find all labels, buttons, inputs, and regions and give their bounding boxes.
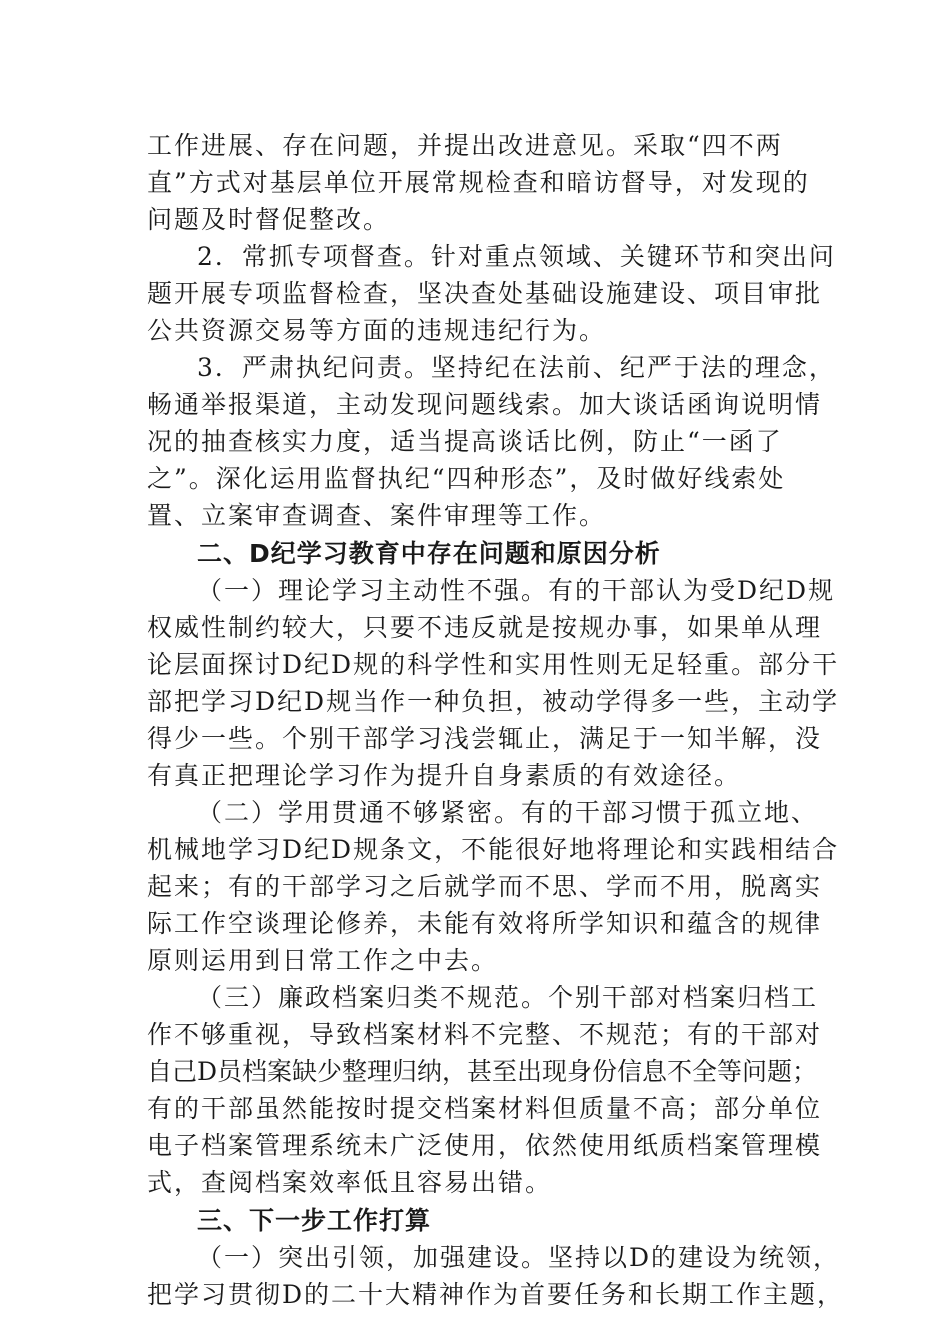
text-line: 有的干部虽然能按时提交档案材料但质量不高；部分单位 [147, 1094, 823, 1123]
text-line: 有真正把理论学习作为提升自身素质的有效途径。 [147, 761, 742, 790]
text-line: （一）突出引领，加强建设。坚持以D的建设为统领， [197, 1243, 841, 1272]
text-line: 直”方式对基层单位开展常规检查和暗访督导，对发现的 [147, 168, 810, 197]
text-line: 电子档案管理系统未广泛使用，依然使用纸质档案管理模 [147, 1131, 823, 1160]
text-line: 置、立案审查调查、案件审理等工作。 [147, 501, 607, 530]
text-line: 原则运用到日常工作之中去。 [147, 946, 499, 975]
text-line: 题开展专项监督检查，坚决查处基础设施建设、项目审批 [147, 279, 823, 308]
text-line: 2．常抓专项督查。针对重点领域、关键环节和突出问 [197, 242, 836, 271]
text-line: 工作进展、存在问题，并提出改进意见。采取“四不两 [147, 131, 783, 160]
text-line: 际工作空谈理论修养，未能有效将所学知识和蕴含的规律 [147, 909, 823, 938]
text-line: 公共资源交易等方面的违规违纪行为。 [147, 316, 607, 345]
text-line: （一）理论学习主动性不强。有的干部认为受D纪D规 [197, 576, 836, 605]
text-line: 自己D员档案缺少整理归纳，甚至出现身份信息不全等问题； [147, 1057, 818, 1086]
text-line: 畅通举报渠道，主动发现问题线索。加大谈话函询说明情 [147, 390, 823, 419]
text-line: 之”。深化运用监督执纪“四种形态”，及时做好线索处 [147, 464, 786, 493]
text-line: 机械地学习D纪D规条文，不能很好地将理论和实践相结合 [147, 835, 840, 864]
text-line: 权威性制约较大，只要不违反就是按规办事，如果单从理 [147, 613, 823, 642]
text-line: 把学习贯彻D的二十大精神作为首要任务和长期工作主题， [147, 1280, 845, 1309]
text-line: 式，查阅档案效率低且容易出错。 [147, 1168, 553, 1197]
text-line: 问题及时督促整改。 [147, 205, 391, 234]
text-line: 作不够重视，导致档案材料不完整、不规范；有的干部对 [147, 1020, 823, 1049]
text-line: （二）学用贯通不够紧密。有的干部习惯于孤立地、 [197, 798, 819, 827]
text-line: （三）廉政档案归类不规范。个别干部对档案归档工 [197, 983, 819, 1012]
text-line: 况的抽查核实力度，适当提高谈话比例，防止“一函了 [147, 427, 783, 456]
section-heading: 三、下一步工作打算 [197, 1206, 432, 1235]
text-line: 部把学习D纪D规当作一种负担，被动学得多一些，主动学 [147, 687, 840, 716]
text-line: 得少一些。个别干部学习浅尝辄止，满足于一知半解，没 [147, 724, 823, 753]
text-line: 3．严肃执纪问责。坚持纪在法前、纪严于法的理念， [197, 353, 836, 382]
text-line: 论层面探讨D纪D规的科学性和实用性则无足轻重。部分干 [147, 650, 840, 679]
section-heading: 二、D纪学习教育中存在问题和原因分析 [197, 539, 661, 568]
text-line: 起来；有的干部学习之后就学而不思、学而不用，脱离实 [147, 872, 823, 901]
